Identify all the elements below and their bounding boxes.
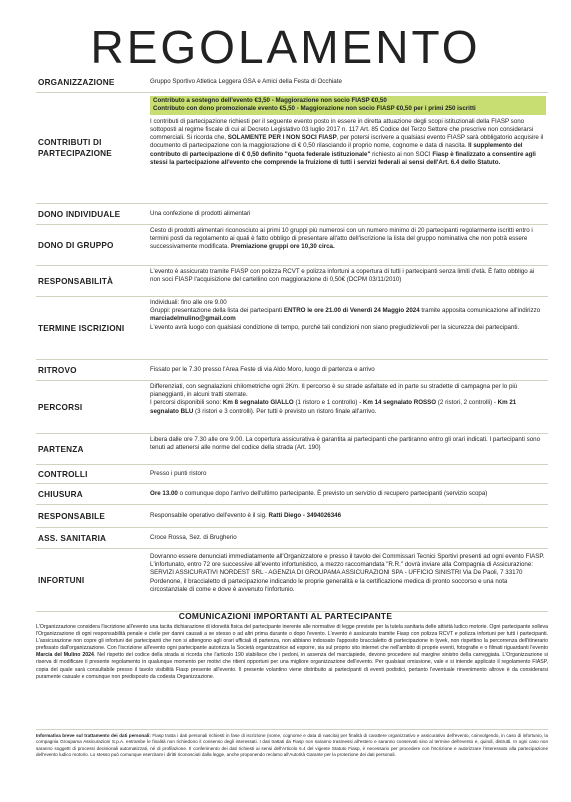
row-dono-individuale [36,204,548,225]
row-percorsi [36,381,548,434]
label-termine-iscrizioni: TERMINE ISCRIZIONI [38,323,125,333]
label-percorsi: PERCORSI [38,402,83,412]
row-chiusura [36,484,548,505]
comunicazioni-text: L'Organizzazione considera l'iscrizione all'evento una tacita dichiarazione di idoneità fisica del partecipante inerente alle normative di legge previste per la tutela sanitaria delle attività ludico motorie. Ogni partecipante solleva l'Organizzazione di ogni responsabilità penale e civile per danni causati a se stesso o ad altri prima durante o dopo l'evento. L'evento è assicurato tramite Fiasp con polizza RCVT e polizza infortuni per tutti i partecipanti. L'assicurazione non copre gli infortuni dei partecipanti che non si attengono agli orari ufficiali di partenza, non abbiano indossato l'apposito braccialetto di partecipazione in tyvek, non rispettino la percorrenza dell'itinerario prefissato dall'organizzazione. Con l'iscrizione all'evento ogni partecipante autorizza la Società organizzatrice ad esporre, sia sul proprio sito internet che nell'ambito di proprie eventi, fotografie e o filmati riguardanti l'evento Marcia del Mulino 2024. Nel rispetto del codice della strada si ricorda che l'articolo 190 stabilisce che i pedoni, in assenza del marciapiede, devono procedere sul margine sinistro della carreggiata. L'Organizzazione si riserva di modificare il presente regolamento in qualunque momento per motivi che ritieni opportuni per una migliore organizzazione dell'evento. Per qualsiasi omissione, vale e si intende applicato il regolamento FIASP, copia del quale sarà consultabile presso il tavolo visibilità Fiasp presente all'evento. Il presente volantino viene distribuito ai partecipanti di eventi podistici, pertanto l'eventuale rinvenimento altrove è da considerarsi puramente casuale e comunque non predisposto da codesta Organizzazione. [36,624,548,680]
value-chiusura: Ore 13.00 o comunque dopo l'arrivo dell'ultimo partecipante. È previsto un servizio di recupero partecipanti (servizio scopa) [150,489,488,497]
comunicazioni-title: COMUNICAZIONI IMPORTANTI AL PARTECIPANTE [178,611,393,621]
value-termine-iscrizioni: Individuali: fino alle ore 9.00 Gruppi: presentazione della lista dei partecipanti ENTRO le ore 21.00 di Venerdì 24 Maggio 2024 tramite apposita comunicazione all'indirizzo marciadelmulino@gmail.com L'evento avrà luogo con qualsiasi condizione di tempo, purché tali condizioni non siano pregiudizievoli per la sicurezza dei partecipanti. [150,299,541,331]
label-ass-sanitaria: ASS. SANITARIA [38,533,107,543]
value-responsabile: Responsabile operativo dell'evento è il sig. Ratti Diego - 3494026346 [150,511,342,519]
value-controlli: Presso i punti ristoro [150,469,207,477]
row-ritrovo [36,360,548,381]
value-dono-individuale: Una confezione di prodotti alimentari [150,209,251,217]
email-link[interactable]: marciadelmulino@gmail.com [150,315,236,323]
label-organizzazione: ORGANIZZAZIONE [38,77,115,87]
label-responsabile: RESPONSABILE [38,511,106,521]
label-partenza: PARTENZA [38,444,84,454]
label-dono-gruppo: DONO DI GRUPPO [38,240,114,250]
label-responsabilita: RESPONSABILITÀ [38,276,114,286]
row-organizzazione [36,72,548,93]
value-partenza: Libera dalle ore 7.30 alle ore 9.00. La copertura assicurativa è garantita ai partecipanti che partiranno entro gli orari indicati. I partecipanti sono tenuti ad attenersi alle norme del codice della strada (Art. 190) [150,436,541,452]
label-infortuni: INFORTUNI [38,575,85,585]
label-ritrovo: RITROVO [38,365,77,375]
contributo-dono: Contributo con dono promozionale evento €5,50 - Maggiorazione non socio FIASP €0,50 per i primi 250 iscritti [153,105,476,113]
row-partenza [36,434,548,465]
value-ass-sanitaria: Croce Rossa, Sez. di Brugherio [150,533,237,541]
value-responsabilita: L'evento è assicurato tramite FIASP con polizza RCVT e polizza infortuni a copertura di tutti i partecipanti senza limiti d'età. È fatto obbligo ai non soci FIASP l'acquisizione del cartellino con maggiorazione di 0,50€ (DCPM 03/11/2010) [150,268,535,284]
value-organizzazione: Gruppo Sportivo Atletica Leggera GSA e Amici della Festa di Occhiate [150,77,342,85]
row-responsabile [36,505,548,528]
value-ritrovo: Fissato per le 7.30 presso l'Area Feste di via Aldo Moro, luogo di partenza e arrivo [150,365,375,373]
row-ass-sanitaria [36,528,548,549]
label-chiusura: CHIUSURA [38,489,83,499]
value-percorsi: Differenziati, con segnalazioni chilometriche ogni 2Km. Il percorso è su strade asfaltate ed in parte su stradette di campagna per lo più pianeggianti, in alcuni tratti sterrate. I percorsi disponibili sono: Km 8 segnalato GIALLO (1 ristoro e 1 controllo) - Km 14 segnalato ROSSO (2 ristori, 2 controlli) - Km 21 segnalato BLU (3 ristori e 3 controlli). Per tutti è previsto un ristoro finale all'arrivo. [150,383,518,415]
contributo-green-box [150,96,546,115]
row-responsabilita [36,266,548,297]
contributo-sostegno: Contributo a sostegno dell'evento €3,50 - Maggiorazione non socio FIASP €0,50 [153,97,387,104]
row-controlli [36,465,548,484]
label-contributi: CONTRIBUTI DI PARTECIPAZIONE [38,138,112,158]
row-termine-iscrizioni [36,297,548,360]
value-infortuni: Dovranno essere denunciati immediatamente all'Organizzatore e presso il tavolo dei Commissari Tecnici Sportivi presenti ad ogni evento FIASP. L'infortunato, entro 72 ore successive all'evento infortunistico, a mezzo raccomandata "R.R." dovrà inviare alla Compagnia di Assicurazione: SERVIZI ASSICURATIVI NORDEST SRL - AGENZIA DI GROUPAMA ASSICURAZIONI SPA - UFFICIO SINISTRI Via De Paoli, 7 33170 Pordenone, il braccialetto di partecipazione indicando le proprie generalità e la certificazione medica di pronto soccorso e una nota circostanziale di come e dove è avvenuto l'infortunio. [150,553,545,593]
regolamento-table [36,72,548,612]
row-contributi [36,93,548,204]
row-dono-gruppo [36,225,548,266]
value-dono-gruppo: Cesto di prodotti alimentari riconosciuto ai primi 10 gruppi più numerosi con un numero minimo di 20 partecipanti regolarmente iscritti entro i termini posti da regolamento ai quali è fatto obbligo di presentare all'atto dell'iscrizione la lista del gruppo nominativa che non potrà essere successivamente modificata. Premiazione gruppi ore 10,30 circa. [150,227,533,251]
contributi-description: I contributi di partecipazione richiesti per il seguente evento posto in essere in diretta attuazione degli scopi istituzionali della FIASP sono sottoposti al regime fiscale di cui al Decreto Legislativo 03 luglio 2017 n. 117 Art. 85 Codice del Terzo Settore che prescrive non considerarsi commerciali. Si ricorda che, SOLAMENTE PER I NON SOCI FIASP, per potersi iscrivere a qualsiasi evento FIASP sarà obbligatorio acquisire il documento di partecipazione con la maggiorazione di € 0,50 rilasciando il proprio nome, cognome e data di nascita. Il supplemento del contributo di partecipazione di € 0,50 definito "quota federale istituzionale" richiesto ai non SOCI Fiasp è finalizzato a consentire agli stessi la partecipazione all'evento che comprende la fruizione di tutti i servizi federali ai sensi dell'Art. 6.4 dello Statuto. [150,117,544,166]
row-infortuni [36,549,548,612]
label-controlli: CONTROLLI [38,469,88,479]
page-title: REGOLAMENTO [90,21,481,73]
privacy-notice: Informativa breve sul trattamento dei dati personali: Fiasp tratta i dati personali richiesti in fase di iscrizione (nome, cognome e data di nascita) per finalità di carattere organizzativo e assicurativo dell'evento, coinvolgendo, in caso di infortunio, la compagnia Groupama Assicurazioni S.p.A. entrambe le finalità non richiedono il consenso degli interessati. I dati trattati da Fiasp non saranno trasmessi all'estero e saranno conservati sino al termine dell'evento e, quindi, distrutti. In ogni caso non saranno soggetti di processi decisionali automatizzati, né di profilazione. Il conferimento dei dati richiesti ai sensi dell'Articolo 6.4 del vigente Statuto Fiasp, è necessario per procedere con l'iscrizione e autorizzare l'interessato alla partecipazione dell'evento ludico motorio. Lo stesso può comunque esercitare i diritti riconosciuti dalla legge, anche proponendo reclamo all'Autorità Garante per la protezione dei dati personali. [36,733,549,758]
label-dono-individuale: DONO INDIVIDUALE [38,209,121,219]
divider [36,729,548,730]
value-contributi [150,93,548,203]
